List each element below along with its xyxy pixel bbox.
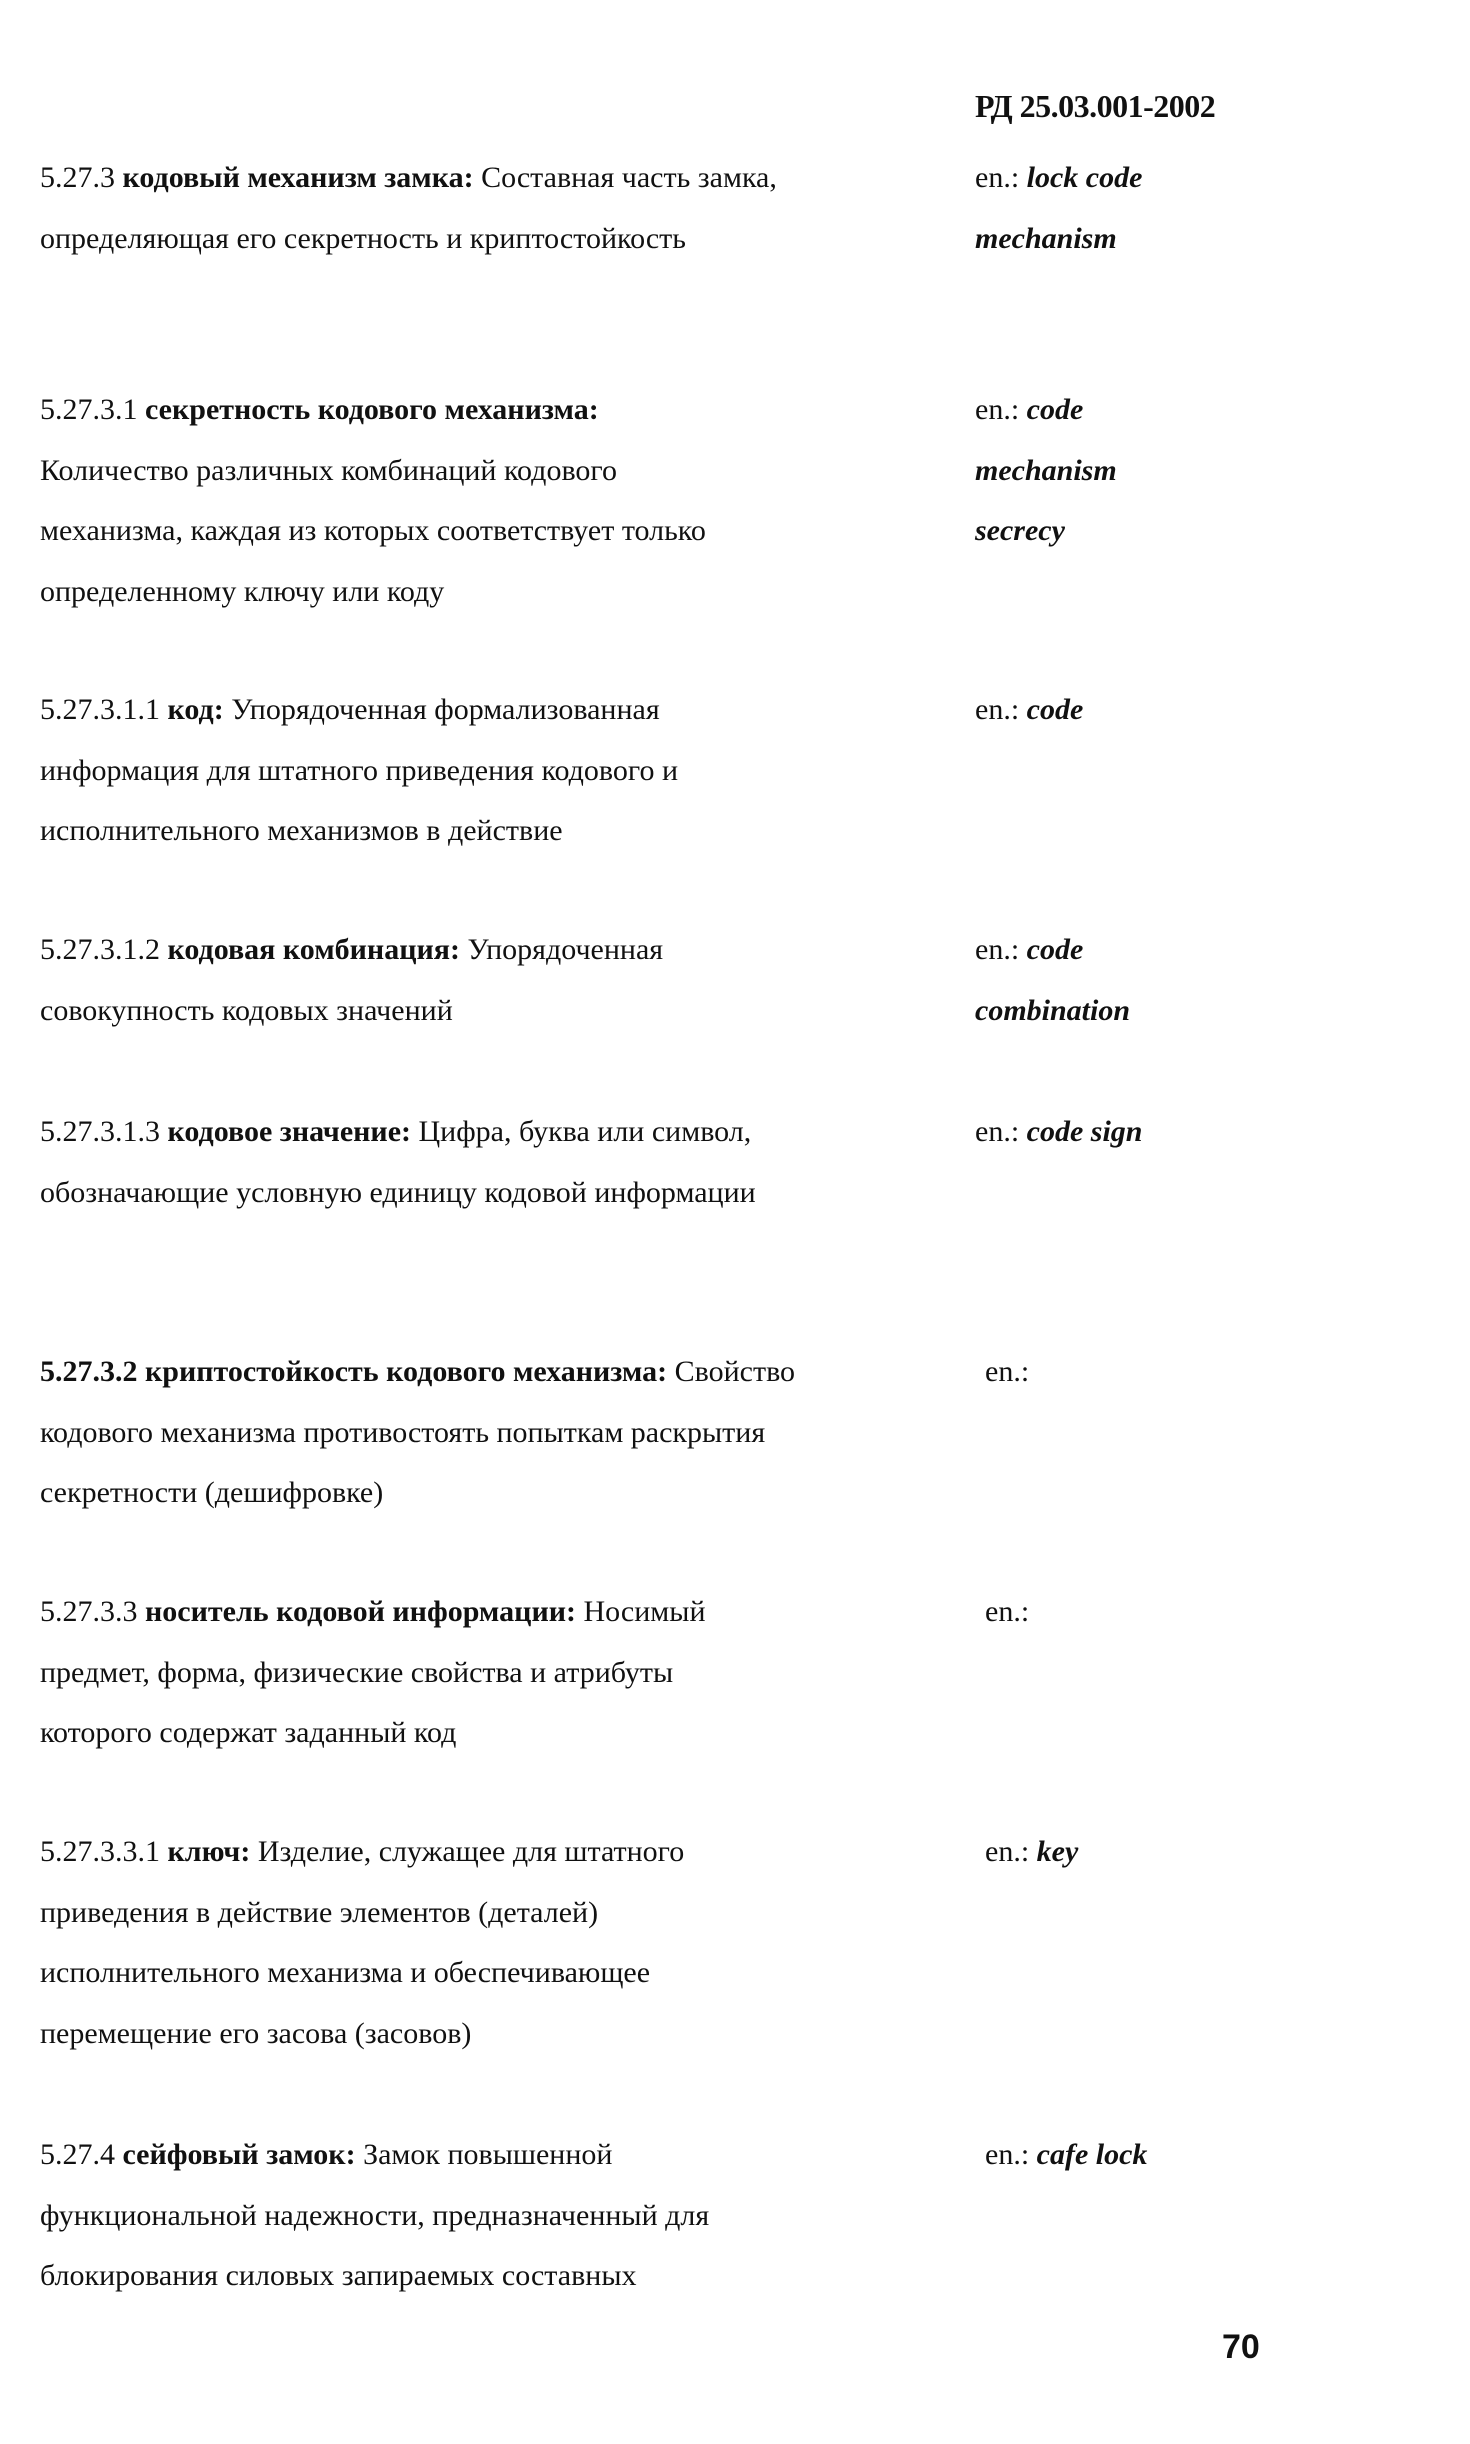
entry-en-text (975, 148, 1175, 269)
entry-ru-text (40, 148, 800, 269)
entry-number: 5.27.3.1.2 (40, 933, 160, 966)
entry-en-text (975, 920, 1175, 1041)
en-term: code (1026, 693, 1084, 726)
entry-en-text (985, 1822, 1405, 1883)
entry-ru-text (40, 1102, 820, 1223)
entry-definition: Свойство кодового механизма противостоять попыткам раскрытия секретности (дешифровке) (40, 1355, 796, 1509)
entry-ru-text (40, 680, 800, 862)
entry-term: секретность кодового механизма: (145, 393, 599, 426)
entry-number: 5.27.3.1.3 (40, 1115, 160, 1148)
entry-number: 5.27.3.1.1 (40, 693, 160, 726)
entry-definition: Изделие, служащее для штатного приведения в действие элементов (деталей) исполнительного механизма и обеспечивающее перемещение его засова (засовов) (40, 1835, 685, 2050)
entry-en-text (975, 1102, 1395, 1163)
entry-term: ключ: (167, 1835, 251, 1868)
entry-definition: Носимый предмет, форма, физические свойства и атрибуты которого содержат заданный код (40, 1595, 706, 1749)
entry-en-text (985, 1342, 1405, 1403)
entry-number: 5.27.3.1 (40, 393, 138, 426)
entry-term: сейфовый замок: (122, 2138, 356, 2171)
entry-number: 5.27.3 (40, 161, 115, 194)
entry-term: код: (167, 693, 224, 726)
entry-definition: Цифра, буква или символ, обозначающие условную единицу кодовой информации (40, 1115, 756, 1209)
entry-term: кодовое значение: (167, 1115, 412, 1148)
entry-term: кодовый механизм замка: (122, 161, 474, 194)
entry-definition: Замок повышенной функциональной надежности, предназначенный для блокирования силовых запираемых составных (40, 2138, 710, 2292)
entry-en-text (975, 680, 1395, 741)
entry-term: носитель кодовой информации: (145, 1595, 577, 1628)
en-term: lock code mechanism (975, 161, 1143, 255)
entry-definition: Упорядоченная формализованная информация для штатного приведения кодового и исполнительного механизмов в действие (40, 693, 678, 847)
entry-en-text (985, 1582, 1405, 1643)
en-prefix: en.: (975, 933, 1020, 966)
en-prefix: en.: (975, 693, 1020, 726)
en-term: code sign (1026, 1115, 1143, 1148)
page-number: 70 (1222, 2328, 1260, 2366)
entry-ru-text (40, 1342, 900, 1524)
en-term: key (1036, 1835, 1079, 1868)
en-prefix: en.: (975, 393, 1020, 426)
en-prefix: en.: (985, 1355, 1030, 1388)
en-prefix: en.: (985, 1835, 1030, 1868)
entry-term: кодовая комбинация: (167, 933, 460, 966)
entry-definition: Количество различных комбинаций кодового механизма, каждая из которых соответствует только определенному ключу или коду (40, 453, 706, 608)
en-term: code mechanism secrecy (975, 393, 1117, 547)
en-prefix: en.: (985, 2138, 1030, 2171)
entry-number: 5.27.3.3 (40, 1595, 138, 1628)
entry-ru-text (40, 1822, 800, 2064)
entry-en-text (975, 380, 1155, 562)
entry-number: 5.27.3.2 (40, 1355, 138, 1388)
entry-ru-text (40, 2125, 820, 2307)
entry-number: 5.27.4 (40, 2138, 115, 2171)
entry-ru-text (40, 920, 800, 1041)
entry-definition: Упорядоченная совокупность кодовых значений (40, 933, 664, 1027)
document-code: РД 25.03.001-2002 (975, 88, 1216, 124)
entry-en-text (985, 2125, 1405, 2186)
en-term: cafe lock (1036, 2138, 1148, 2171)
en-prefix: en.: (985, 1595, 1030, 1628)
entry-term: криптостойкость кодового механизма: (145, 1355, 668, 1388)
en-term: code combination (975, 933, 1131, 1027)
entry-definition: Составная часть замка, определяющая его секретность и криптостойкость (40, 161, 777, 255)
entry-ru-text (40, 1582, 740, 1764)
en-prefix: en.: (975, 1115, 1020, 1148)
en-prefix: en.: (975, 161, 1020, 194)
entry-ru-text (40, 380, 740, 622)
entry-number: 5.27.3.3.1 (40, 1835, 160, 1868)
